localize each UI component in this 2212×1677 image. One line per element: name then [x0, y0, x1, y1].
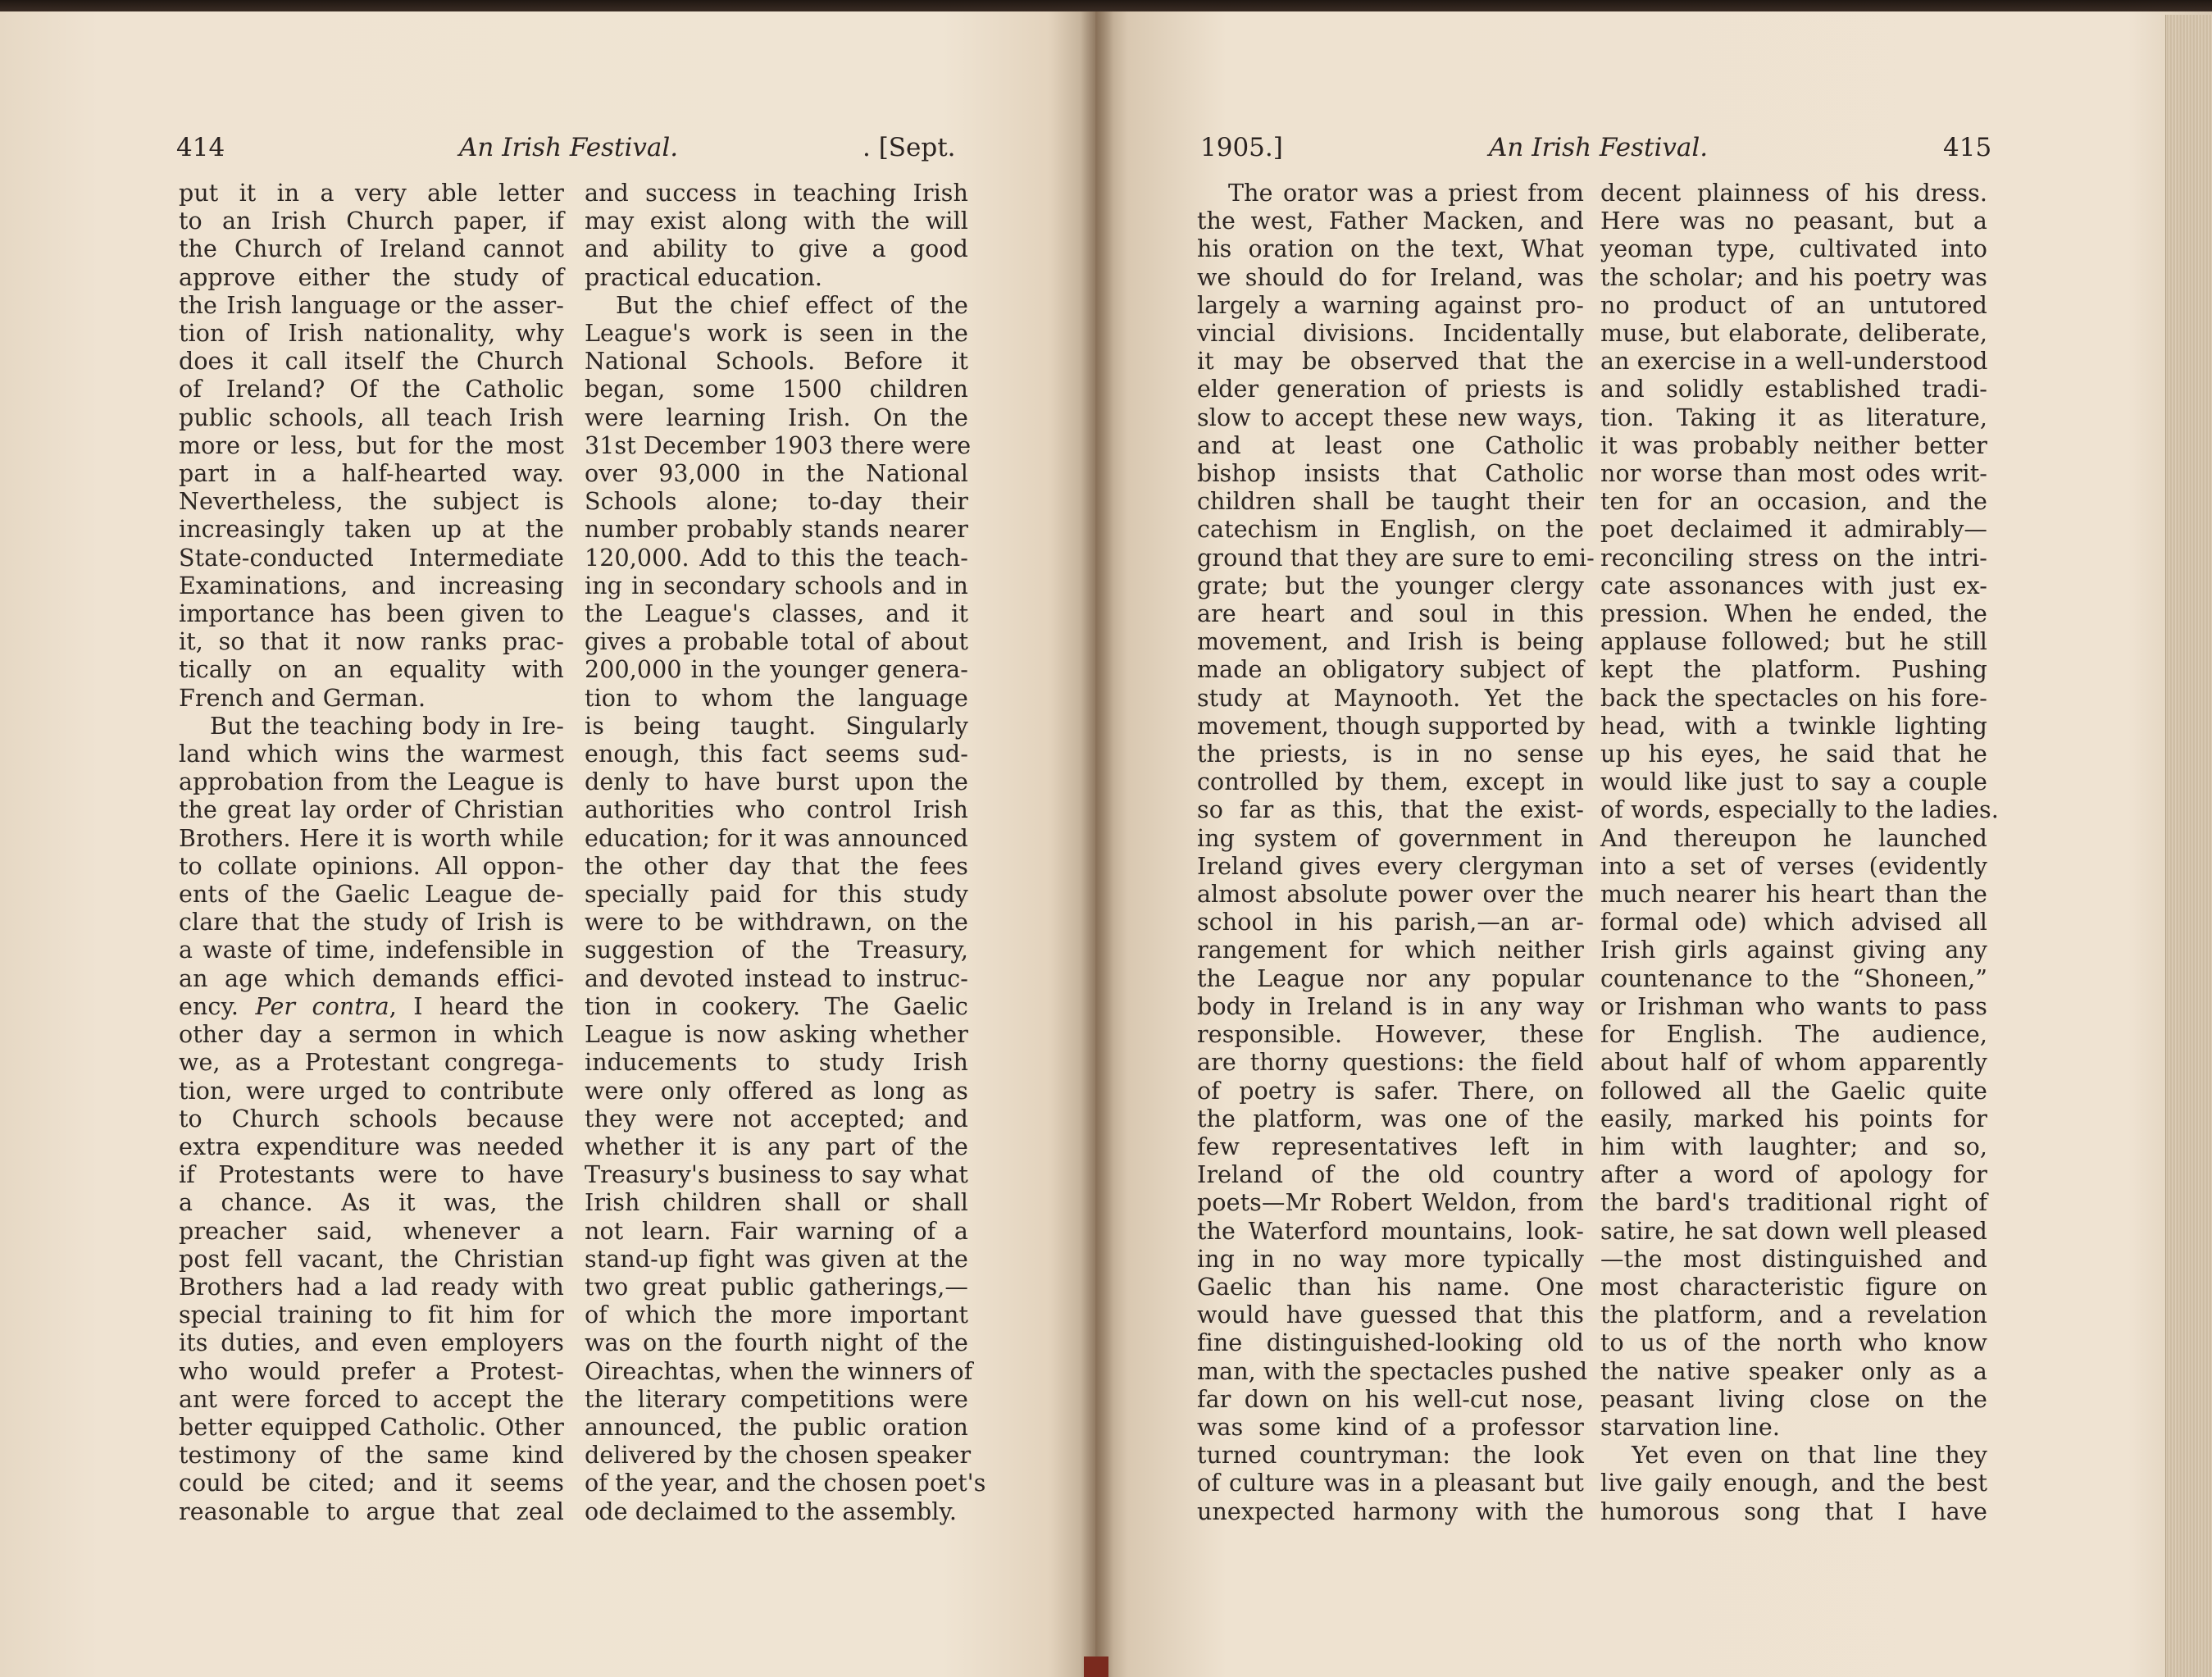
- text-line: it may be observed that the: [1197, 348, 1584, 376]
- text-line: and at least one Catholic: [1197, 431, 1584, 459]
- text-line: countenance to the “Shoneen,”: [1600, 964, 1987, 992]
- page-edges: [2165, 15, 2212, 1677]
- text-line: Here was no peasant, but a: [1600, 207, 1987, 235]
- text-line: cate assonances with just ex-: [1600, 572, 1987, 599]
- text-line: were only offered as long as: [585, 1077, 968, 1105]
- running-title: An Irish Festival.: [1489, 133, 1709, 162]
- text-line: back the spectacles on his fore-: [1600, 684, 1987, 712]
- text-line: who would prefer a Protest-: [179, 1357, 564, 1385]
- text-line: stand-up fight was given at the: [585, 1245, 968, 1273]
- text-line: Examinations, and increasing: [179, 572, 564, 599]
- text-line: whether it is any part of the: [585, 1132, 968, 1160]
- text-line: no product of an untutored: [1600, 291, 1987, 319]
- text-line: The orator was a priest from: [1228, 180, 1584, 207]
- text-line: movement, though supported by: [1197, 712, 1586, 740]
- text-line: movement, and Irish is being: [1197, 628, 1584, 656]
- text-line: National Schools. Before it: [585, 348, 968, 376]
- text-line: does it call itself the Church: [179, 348, 564, 376]
- text-line: almost absolute power over the: [1197, 881, 1584, 909]
- text-line: could be cited; and it seems: [179, 1470, 564, 1497]
- text-line: —the most distinguished and: [1600, 1245, 1987, 1273]
- text-line: elder generation of priests is: [1197, 376, 1584, 403]
- text-line: 120,000. Add to this the teach-: [585, 544, 968, 572]
- text-line: tion. Taking it as literature,: [1600, 403, 1987, 431]
- text-line: the native speaker only as a: [1600, 1357, 1987, 1385]
- text-line: bishop insists that Catholic: [1197, 460, 1584, 488]
- text-line: we should do for Ireland, was: [1197, 263, 1584, 291]
- text-line: Brothers. Here it is worth while: [179, 824, 564, 852]
- text-line: enough, this fact seems sud-: [585, 741, 968, 768]
- text-line: nor worse than most odes writ-: [1600, 460, 1987, 488]
- text-line: poets—Mr Robert Weldon, from: [1197, 1189, 1584, 1217]
- text-line: the platform, and a revelation: [1600, 1301, 1987, 1329]
- text-line: catechism in English, on the: [1197, 516, 1584, 544]
- text-line: inducements to study Irish: [585, 1049, 968, 1077]
- text-line: ground that they are sure to emi-: [1197, 544, 1595, 572]
- text-line: peasant living close on the: [1600, 1385, 1987, 1413]
- text-line: into a set of verses (evidently: [1600, 852, 1987, 880]
- text-line: would have guessed that this: [1197, 1301, 1584, 1329]
- text-line: League is now asking whether: [585, 1021, 968, 1049]
- text-line: it was probably neither better: [1600, 431, 1987, 459]
- text-line: most characteristic figure on: [1600, 1273, 1987, 1301]
- text-line: kept the platform. Pushing: [1600, 656, 1987, 684]
- text-line: ode declaimed to the assembly.: [585, 1497, 958, 1525]
- left-page: [0, 11, 1095, 1677]
- text-line: head, with a twinkle lighting: [1600, 712, 1987, 740]
- text-line: and success in teaching Irish: [585, 180, 968, 207]
- text-line: we, as a Protestant congrega-: [179, 1049, 564, 1077]
- text-line: ing in secondary schools and in: [585, 572, 968, 599]
- text-line: study at Maynooth. Yet the: [1197, 684, 1584, 712]
- text-line: Irish girls against giving any: [1600, 936, 1987, 964]
- text-line: put it in a very able letter: [179, 180, 564, 207]
- right-column-1: [1197, 180, 1595, 1526]
- text-line: the great lay order of Christian: [179, 796, 564, 824]
- text-line: of which the more important: [585, 1301, 968, 1329]
- text-line: reasonable to argue that zeal: [179, 1497, 564, 1525]
- text-line: Treasury's business to say what: [585, 1161, 968, 1189]
- text-line: of words, especially to the ladies.: [1600, 796, 1999, 824]
- text-line: responsible. However, these: [1197, 1021, 1584, 1049]
- text-line: French and German.: [179, 684, 426, 712]
- text-line: if Protestants were to have: [179, 1161, 564, 1189]
- text-line: slow to accept these new ways,: [1197, 403, 1584, 431]
- book-gutter: [1081, 11, 1113, 1677]
- text-line: And thereupon he launched: [1600, 824, 1987, 852]
- text-line: of culture was in a pleasant but: [1197, 1470, 1584, 1497]
- text-line: poet declaimed it admirably—: [1600, 516, 1987, 544]
- text-line: the scholar; and his poetry was: [1600, 263, 1987, 291]
- text-line: special training to fit him for: [179, 1301, 564, 1329]
- running-title: An Irish Festival.: [459, 133, 679, 162]
- text-line: up his eyes, he said that he: [1600, 741, 1987, 768]
- text-line: it, so that it now ranks prac-: [179, 628, 564, 656]
- text-line: live gaily enough, and the best: [1600, 1470, 1987, 1497]
- left-column-1: [179, 180, 564, 1526]
- text-line: its duties, and even employers: [179, 1329, 564, 1357]
- text-line: a waste of time, indefensible in: [179, 936, 564, 964]
- text-line: to collate opinions. All oppon-: [179, 852, 564, 880]
- text-line: far down on his well-cut nose,: [1197, 1385, 1584, 1413]
- text-line: formal ode) which advised all: [1600, 909, 1987, 936]
- left-running-head: [0, 133, 1095, 169]
- text-line: were learning Irish. On the: [585, 403, 968, 431]
- text-line: the platform, was one of the: [1197, 1105, 1584, 1132]
- text-line: 200,000 in the younger genera-: [585, 656, 968, 684]
- text-line: the west, Father Macken, and: [1197, 207, 1584, 235]
- text-line: of the year, and the chosen poet's: [585, 1470, 986, 1497]
- text-line: ents of the Gaelic League de-: [179, 881, 564, 909]
- text-line: him with laughter; and so,: [1600, 1132, 1987, 1160]
- text-line: Ireland gives every clergyman: [1197, 852, 1584, 880]
- text-line: Schools alone; to-day their: [585, 488, 968, 516]
- text-line: humorous song that I have: [1600, 1497, 1987, 1525]
- right-page: [1095, 11, 2212, 1677]
- text-line: tion to whom the language: [585, 684, 968, 712]
- text-line: tion of Irish nationality, why: [179, 320, 564, 348]
- text-line: much nearer his heart than the: [1600, 881, 1987, 909]
- text-line: over 93,000 in the National: [585, 460, 968, 488]
- text-line: suggestion of the Treasury,: [585, 936, 968, 964]
- text-line: testimony of the same kind: [179, 1442, 564, 1470]
- text-line: Yet even on that line they: [1632, 1442, 1987, 1470]
- text-line: reconciling stress on the intri-: [1600, 544, 1987, 572]
- text-line: grate; but the younger clergy: [1197, 572, 1584, 599]
- text-line: starvation line.: [1600, 1413, 1781, 1441]
- text-line: tion, were urged to contribute: [179, 1077, 564, 1105]
- text-line: gives a probable total of about: [585, 628, 968, 656]
- text-line: an age which demands effici-: [179, 964, 564, 992]
- text-line: Nevertheless, the subject is: [179, 488, 564, 516]
- text-line: applause followed; but he still: [1600, 628, 1987, 656]
- text-line: is being taught. Singularly: [585, 712, 968, 740]
- text-line: ten for an occasion, and the: [1600, 488, 1987, 516]
- text-line: to us of the north who know: [1600, 1329, 1987, 1357]
- text-line: about half of whom apparently: [1600, 1049, 1987, 1077]
- page-number: 415: [1943, 133, 1992, 162]
- text-line: the League's classes, and it: [585, 600, 968, 628]
- text-line: Gaelic than his name. One: [1197, 1273, 1584, 1301]
- text-line: the other day that the fees: [585, 852, 968, 880]
- text-line: of poetry is safer. There, on: [1197, 1077, 1584, 1105]
- text-line: extra expenditure was needed: [179, 1132, 564, 1160]
- right-running-head: [1095, 133, 2212, 169]
- text-line: Brothers had a lad ready with: [179, 1273, 564, 1301]
- text-line: body in Ireland is in any way: [1197, 992, 1584, 1020]
- text-line: the League nor any popular: [1197, 964, 1584, 992]
- text-line: part in a half-hearted way.: [179, 460, 564, 488]
- text-line: League's work is seen in the: [585, 320, 968, 348]
- right-column-2: [1600, 180, 1999, 1526]
- text-line: two great public gatherings,—: [585, 1273, 968, 1301]
- text-line: approbation from the League is: [179, 768, 564, 796]
- text-line: and solidly established tradi-: [1600, 376, 1987, 403]
- text-line: education; for it was announced: [585, 824, 968, 852]
- text-line: to Church schools because: [179, 1105, 564, 1132]
- text-line: would like just to say a couple: [1600, 768, 1987, 796]
- text-line: rangement for which neither: [1197, 936, 1584, 964]
- text-line: satire, he sat down well pleased: [1600, 1217, 1987, 1245]
- text-line: importance has been given to: [179, 600, 564, 628]
- text-line: and devoted instead to instruc-: [585, 964, 968, 992]
- text-line: But the teaching body in Ire-: [210, 712, 564, 740]
- text-line: 31st December 1903 there were: [585, 431, 972, 459]
- text-line: school in his parish,—an ar-: [1197, 909, 1584, 936]
- text-line: increasingly taken up at the: [179, 516, 564, 544]
- text-line: was some kind of a professor: [1197, 1413, 1584, 1441]
- text-line: denly to have burst upon the: [585, 768, 968, 796]
- text-line: ing in no way more typically: [1197, 1245, 1584, 1273]
- text-line: specially paid for this study: [585, 881, 968, 909]
- text-line: the Waterford mountains, look-: [1197, 1217, 1584, 1245]
- text-line: post fell vacant, the Christian: [179, 1245, 564, 1273]
- text-line: public schools, all teach Irish: [179, 403, 564, 431]
- text-line: the Church of Ireland cannot: [179, 235, 564, 263]
- text-line: to an Irish Church paper, if: [179, 207, 564, 235]
- text-line: so far as this, that the exist-: [1197, 796, 1584, 824]
- text-line: was on the fourth night of the: [585, 1329, 968, 1357]
- text-line: the literary competitions were: [585, 1385, 968, 1413]
- text-line: authorities who control Irish: [585, 796, 968, 824]
- text-line: Ireland of the old country: [1197, 1161, 1584, 1189]
- text-line: are thorny questions: the field: [1197, 1049, 1584, 1077]
- text-line: practical education.: [585, 263, 823, 291]
- text-line: or Irishman who wants to pass: [1600, 992, 1987, 1020]
- text-line: yeoman type, cultivated into: [1600, 235, 1987, 263]
- text-line: the Irish language or the asser-: [179, 291, 564, 319]
- left-column-2: [585, 180, 986, 1526]
- text-line: tion in cookery. The Gaelic: [585, 992, 968, 1020]
- text-line: muse, but elaborate, deliberate,: [1600, 320, 1987, 348]
- text-line: few representatives left in: [1197, 1132, 1584, 1160]
- text-line: other day a sermon in which: [179, 1021, 564, 1049]
- text-line: a chance. As it was, the: [179, 1189, 564, 1217]
- text-line: largely a warning against pro-: [1197, 291, 1584, 319]
- text-line: after a word of apology for: [1600, 1161, 1987, 1189]
- text-line: not learn. Fair warning of a: [585, 1217, 968, 1245]
- text-line: preacher said, whenever a: [179, 1217, 564, 1245]
- text-line: the priests, is in no sense: [1197, 741, 1584, 768]
- text-line: ency. Per contra, I heard the: [179, 992, 564, 1020]
- text-line: ing system of government in: [1197, 824, 1584, 852]
- text-line: were to be withdrawn, on the: [585, 909, 968, 936]
- text-line: tically on an equality with: [179, 656, 564, 684]
- text-line: delivered by the chosen speaker: [585, 1442, 972, 1470]
- text-line: an exercise in a well-understood: [1600, 348, 1988, 376]
- text-line: controlled by them, except in: [1197, 768, 1584, 796]
- running-date: 1905.]: [1200, 133, 1283, 162]
- text-line: fine distinguished-looking old: [1197, 1329, 1584, 1357]
- page-number: 414: [176, 133, 225, 162]
- text-line: began, some 1500 children: [585, 376, 968, 403]
- text-line: may exist along with the will: [585, 207, 968, 235]
- text-line: State-conducted Intermediate: [179, 544, 564, 572]
- text-line: made an obligatory subject of: [1197, 656, 1584, 684]
- text-line: decent plainness of his dress.: [1600, 180, 1987, 207]
- text-line: turned countryman: the look: [1197, 1442, 1584, 1470]
- text-line: clare that the study of Irish is: [179, 909, 564, 936]
- text-line: of Ireland? Of the Catholic: [179, 376, 564, 403]
- text-line: easily, marked his points for: [1600, 1105, 1987, 1132]
- text-line: children shall be taught their: [1197, 488, 1584, 516]
- running-date: . [Sept.: [862, 133, 956, 162]
- text-line: land which wins the warmest: [179, 741, 564, 768]
- text-line: better equipped Catholic. Other: [179, 1413, 564, 1441]
- text-line: the bard's traditional right of: [1600, 1189, 1987, 1217]
- text-line: for English. The audience,: [1600, 1021, 1987, 1049]
- text-line: followed all the Gaelic quite: [1600, 1077, 1987, 1105]
- text-line: unexpected harmony with the: [1197, 1497, 1584, 1525]
- text-line: Oireachtas, when the winners of: [585, 1357, 973, 1385]
- text-line: they were not accepted; and: [585, 1105, 968, 1132]
- text-line: Irish children shall or shall: [585, 1189, 968, 1217]
- text-line: number probably stands nearer: [585, 516, 968, 544]
- text-line: ant were forced to accept the: [179, 1385, 564, 1413]
- text-line: are heart and soul in this: [1197, 600, 1584, 628]
- text-line: and ability to give a good: [585, 235, 968, 263]
- text-line: approve either the study of: [179, 263, 564, 291]
- text-line: man, with the spectacles pushed: [1197, 1357, 1588, 1385]
- text-line: But the chief effect of the: [616, 291, 968, 319]
- text-line: announced, the public oration: [585, 1413, 968, 1441]
- text-line: his oration on the text, What: [1197, 235, 1584, 263]
- spine-binding: [1084, 1656, 1108, 1677]
- text-line: more or less, but for the most: [179, 431, 564, 459]
- text-line: pression. When he ended, the: [1600, 600, 1987, 628]
- text-line: vincial divisions. Incidentally: [1197, 320, 1584, 348]
